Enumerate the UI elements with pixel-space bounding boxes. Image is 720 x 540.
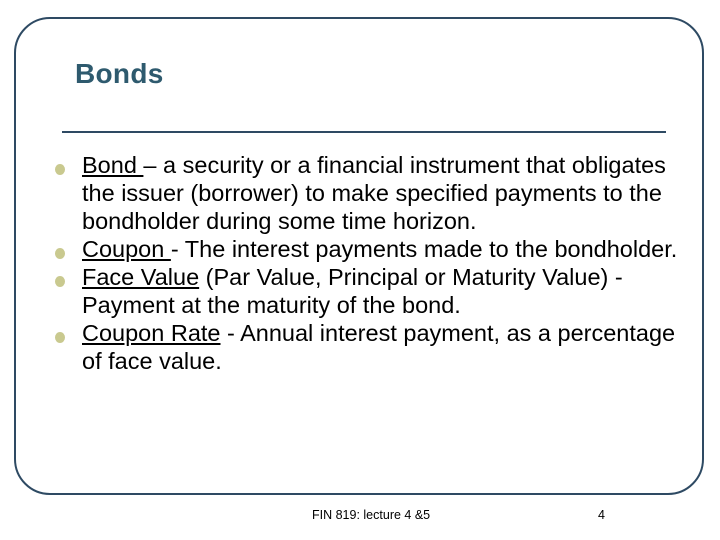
bullet-dot-icon xyxy=(55,248,65,259)
slide-title: Bonds xyxy=(75,58,164,89)
definition-bond: – a security or a financial instrument that obligates the issuer (borrower) to make specified payments to the bondholder during some time horizon. xyxy=(82,152,666,234)
term-face-value: Face Value xyxy=(82,264,200,290)
definition-coupon: - The interest payments made to the bondholder. xyxy=(170,236,678,262)
page-number: 4 xyxy=(598,508,605,522)
term-bond: Bond xyxy=(82,152,144,178)
bullet-list xyxy=(0,151,720,375)
bullet-item-coupon xyxy=(0,235,720,263)
bullet-dot-icon xyxy=(55,276,65,287)
bullet-item-face-value xyxy=(0,263,720,319)
title-divider xyxy=(62,131,666,133)
term-coupon: Coupon xyxy=(82,236,171,262)
term-coupon-rate: Coupon Rate xyxy=(82,320,221,346)
bullet-dot-icon xyxy=(55,164,65,175)
bullet-item-bond xyxy=(0,151,720,235)
bullet-item-coupon-rate xyxy=(0,319,720,375)
footer-text: FIN 819: lecture 4 &5 xyxy=(312,508,431,522)
definition-face-value: (Par Value, Principal or Maturity Value) - Payment at the maturity of the bond. xyxy=(82,264,623,318)
bullet-dot-icon xyxy=(55,332,65,343)
definition-coupon-rate: - Annual interest payment, as a percentage of face value. xyxy=(82,320,676,374)
